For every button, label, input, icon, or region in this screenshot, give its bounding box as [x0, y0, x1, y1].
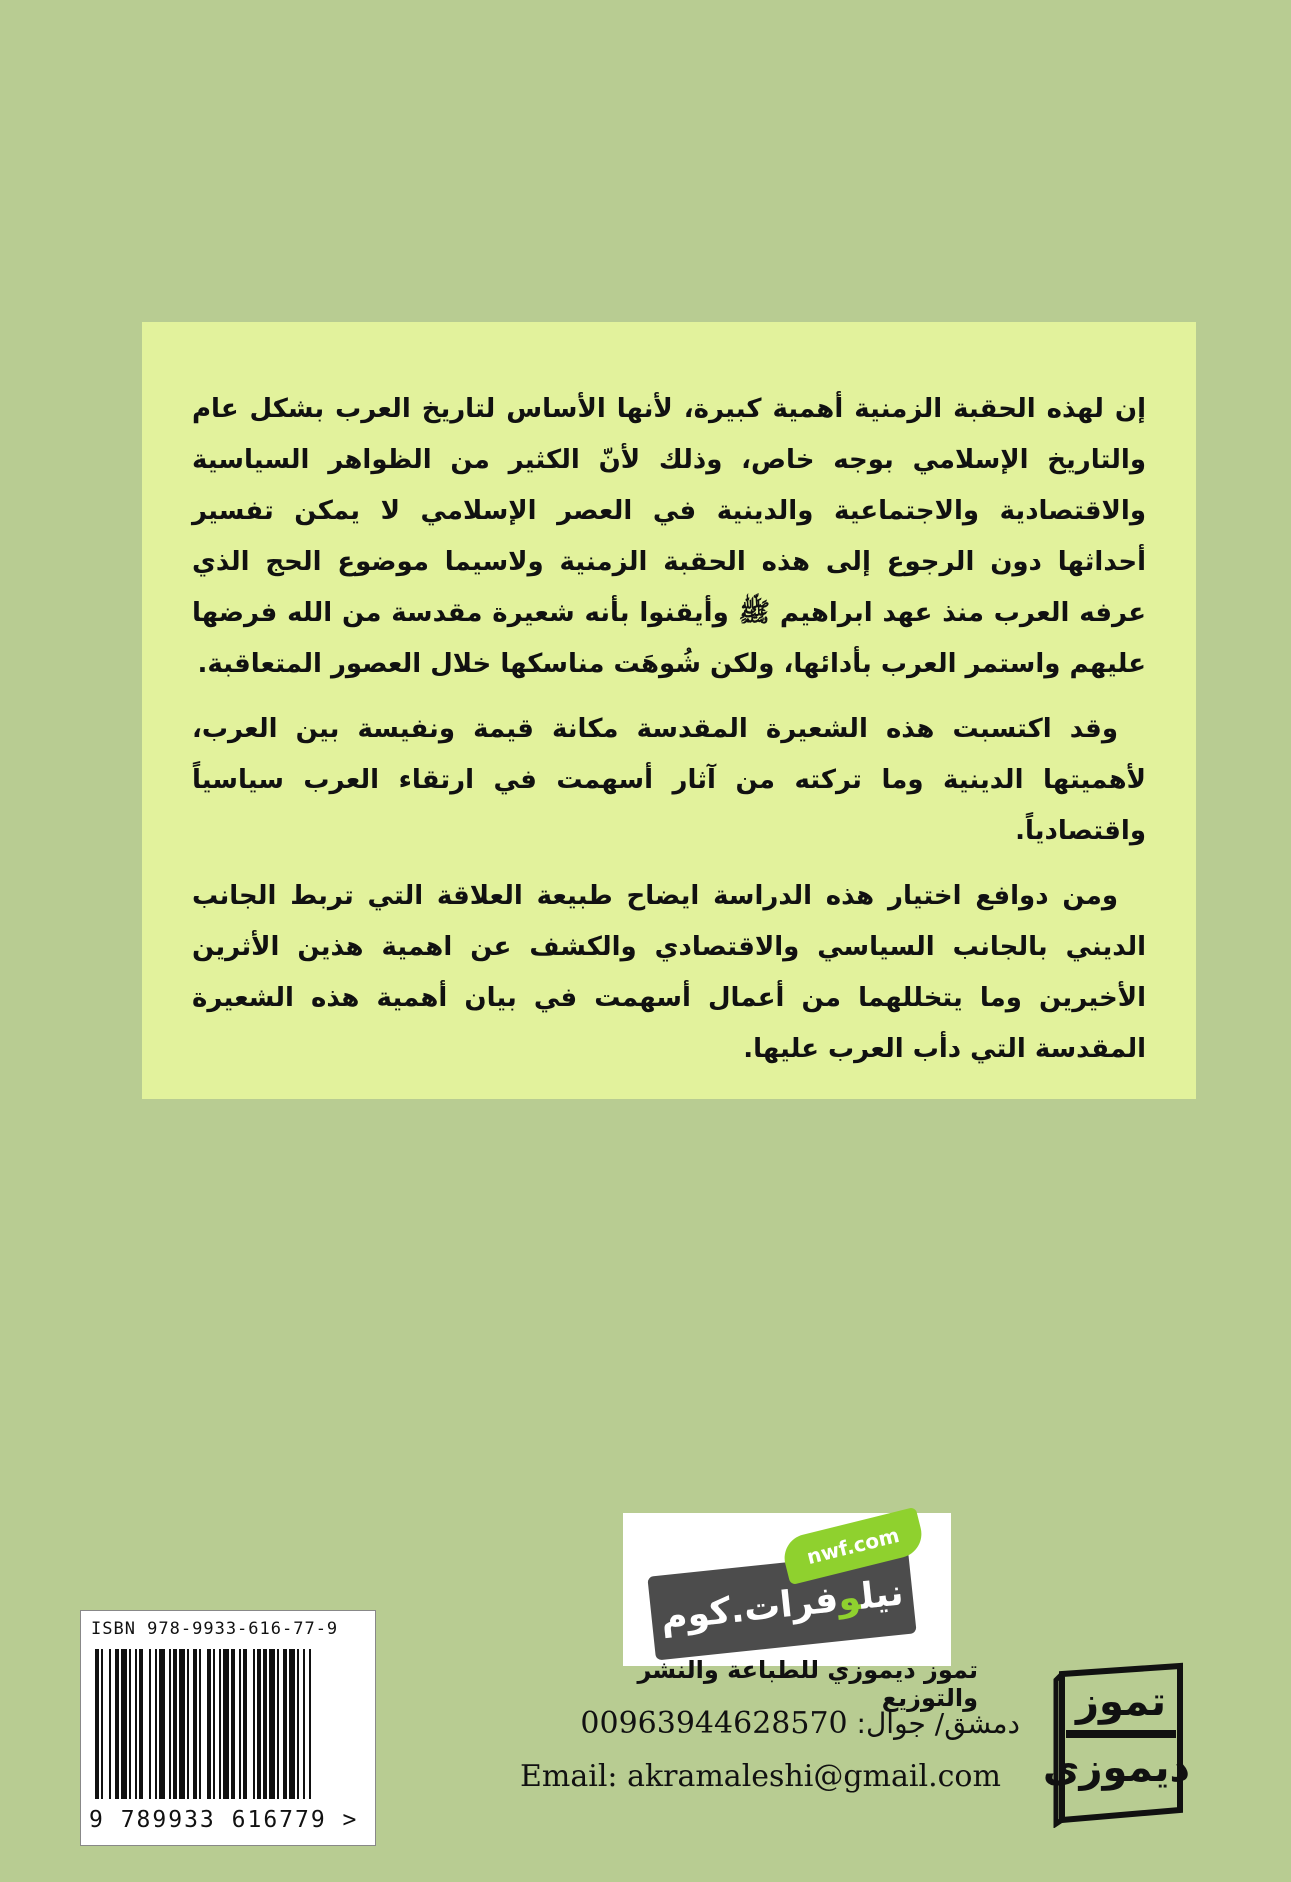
- logo-line-1: تموز: [1076, 1679, 1166, 1725]
- logo-line-2: ديموزي: [1042, 1745, 1190, 1791]
- publisher-email: Email: akramaleshi@gmail.com: [520, 1759, 1001, 1794]
- isbn-barcode-box: [80, 1610, 376, 1846]
- barcode-bar: [309, 1649, 311, 1799]
- barcode-bar: [129, 1649, 131, 1799]
- barcode-bar: [155, 1649, 157, 1799]
- barcode-bar: [121, 1649, 127, 1799]
- barcode-bar: [239, 1649, 241, 1799]
- barcode-bar: [219, 1649, 221, 1799]
- phone-label: دمشق/ جوال:: [856, 1707, 1020, 1740]
- barcode-bar: [179, 1649, 185, 1799]
- barcode-bar: [297, 1649, 299, 1799]
- blurb-panel: [142, 322, 1196, 1099]
- barcode-bar: [257, 1649, 261, 1799]
- barcode-bar: [207, 1649, 211, 1799]
- isbn-digits: 9 789933 616779 >: [89, 1807, 359, 1833]
- nwf-domain: nwf.com: [804, 1522, 902, 1570]
- nwf-tag: [647, 1550, 916, 1661]
- barcode-bar: [263, 1649, 267, 1799]
- barcode-bar: [169, 1649, 171, 1799]
- barcode-icon: [95, 1649, 361, 1809]
- blurb-paragraph-2: وقد اكتسبت هذه الشعيرة المقدسة مكانة قيمة ونفيسة بين العرب، لأهميتها الدينية وما تركته من آثار أسهمت في ارتقاء العرب سياسياً واقتصادياً.: [192, 714, 1146, 846]
- blurb-paragraph-3: ومن دوافع اختيار هذه الدراسة ايضاح طبيعة العلاقة التي تربط الجانب الديني بالجانب السياسي والاقتصادي والكشف عن اهمية هذين الأثرين الأخيرين وما يتخللهما من أعمال أسهمت في بيان أهمية هذه الشعيرة المقدسة التي دأب العرب عليها.: [192, 881, 1146, 1064]
- barcode-bar: [303, 1649, 305, 1799]
- publisher-phone: [500, 1706, 1020, 1741]
- barcode-bar: [149, 1649, 151, 1799]
- barcode-bar: [159, 1649, 165, 1799]
- barcode-bar: [173, 1649, 177, 1799]
- isbn-number: ISBN 978-9933-616-77-9: [91, 1619, 339, 1639]
- barcode-bar: [115, 1649, 119, 1799]
- barcode-bar: [109, 1649, 111, 1799]
- barcode-bar: [243, 1649, 247, 1799]
- phone-number: 00963944628570: [580, 1706, 848, 1741]
- barcode-bar: [277, 1649, 279, 1799]
- barcode-bar: [187, 1649, 189, 1799]
- publisher-name: تموز ديموزي للطباعة والنشر والتوزيع: [637, 1656, 978, 1712]
- blurb-paragraph-1: إن لهذه الحقبة الزمنية أهمية كبيرة، لأنها الأساس لتاريخ العرب بشكل عام والتاريخ الإسلامي بوجه خاص، وذلك لأنّ الكثير من الظواهر السياسية والاقتصادية والاجتماعية والدينية في العصر الإسلامي لا يمكن تفسير أحداثها دون الرجوع إلى هذه الحقبة الزمنية ولاسيما موضوع الحج الذي عرفه العرب منذ عهد ابراهيم ﷺ وأيقنوا بأنه شعيرة مقدسة من الله فرضها عليهم واستمر العرب بأدائها، ولكن شُوهَت مناسكها خلال العصور المتعاقبة.: [192, 394, 1146, 679]
- barcode-bar: [253, 1649, 255, 1799]
- barcode-bar: [193, 1649, 197, 1799]
- barcode-bar: [95, 1649, 99, 1799]
- barcode-bar: [283, 1649, 287, 1799]
- barcode-bar: [135, 1649, 137, 1799]
- barcode-bar: [139, 1649, 143, 1799]
- barcode-bar: [223, 1649, 229, 1799]
- barcode-bar: [101, 1649, 103, 1799]
- barcode-bar: [269, 1649, 275, 1799]
- barcode-bar: [199, 1649, 201, 1799]
- barcode-bar: [213, 1649, 215, 1799]
- barcode-bar: [289, 1649, 295, 1799]
- barcode-bar: [231, 1649, 235, 1799]
- nwf-brand-text: نيلوفرات.كوم: [658, 1571, 906, 1639]
- tammuz-logo: [1042, 1660, 1190, 1828]
- nwf-logo: [623, 1513, 951, 1666]
